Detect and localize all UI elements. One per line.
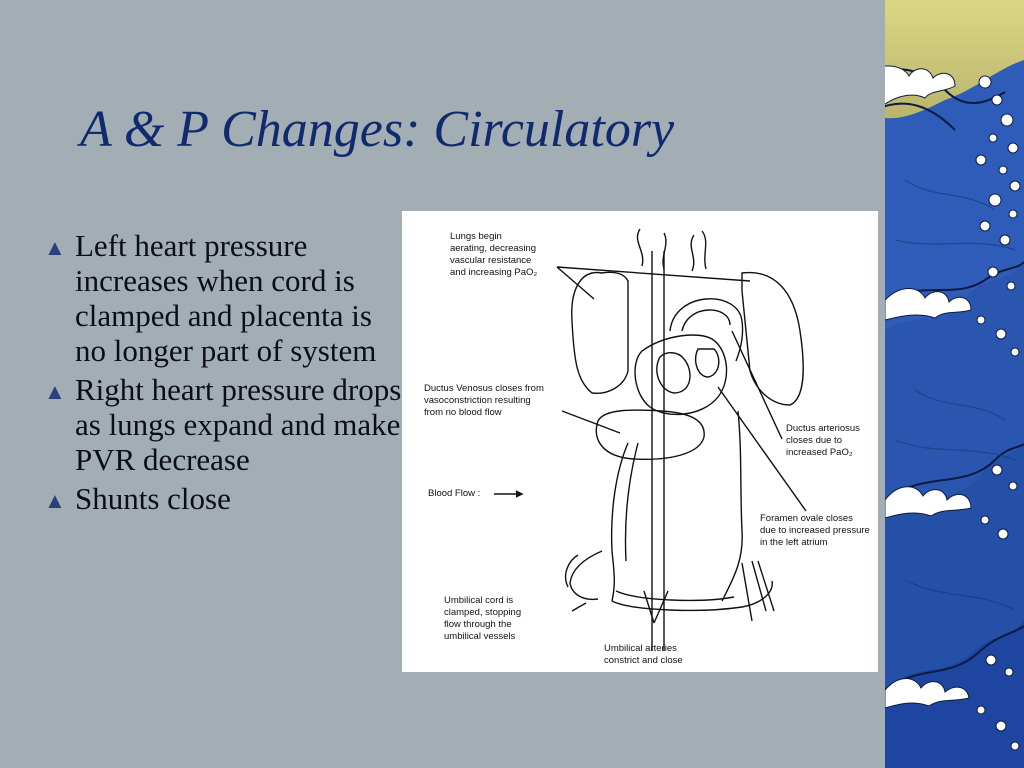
bullet-item	[42, 372, 402, 477]
aortic-arch	[670, 299, 743, 361]
lungs-label: Lungs begin aerating, decreasing vascular resistance and increasing PaO₂	[450, 231, 538, 278]
bullet-text: Shunts close	[75, 481, 231, 516]
triangle-bullet-icon: ▲	[44, 235, 66, 260]
umbilical-cord-label: Umbilical cord is clamped, stopping flow through the umbilical vessels	[444, 595, 522, 642]
wave-decoration	[885, 0, 1024, 768]
bullet-list	[42, 228, 402, 520]
blood-flow-label: Blood Flow :	[428, 488, 481, 499]
triangle-bullet-icon: ▲	[44, 379, 66, 404]
ductus-arteriosus-label: Ductus arteriosus closes due to increased PaO₂	[786, 423, 860, 458]
bullet-text: Left heart pressure increases when cord is clamped and placenta is no longer part of system	[75, 228, 377, 368]
slide-title: A & P Changes: Circulatory	[80, 101, 675, 158]
bullet-item	[42, 228, 402, 368]
bullet-item	[42, 481, 402, 516]
circulation-diagram	[402, 211, 878, 672]
foramen-ovale-label: Foramen ovale closes due to increased pressure in the left atrium	[760, 513, 870, 548]
left-lung	[572, 272, 628, 393]
right-lung	[742, 273, 803, 405]
umbilical-arteries-label: Umbilical arteries constrict and close	[604, 643, 683, 666]
triangle-bullet-icon: ▲	[44, 488, 66, 513]
liver	[596, 410, 704, 459]
ductus-venosus-label: Ductus Venosus closes from vasoconstriction resulting from no blood flow	[424, 383, 544, 418]
bullet-text: Right heart pressure drops as lungs expand and make PVR decrease	[75, 372, 402, 477]
